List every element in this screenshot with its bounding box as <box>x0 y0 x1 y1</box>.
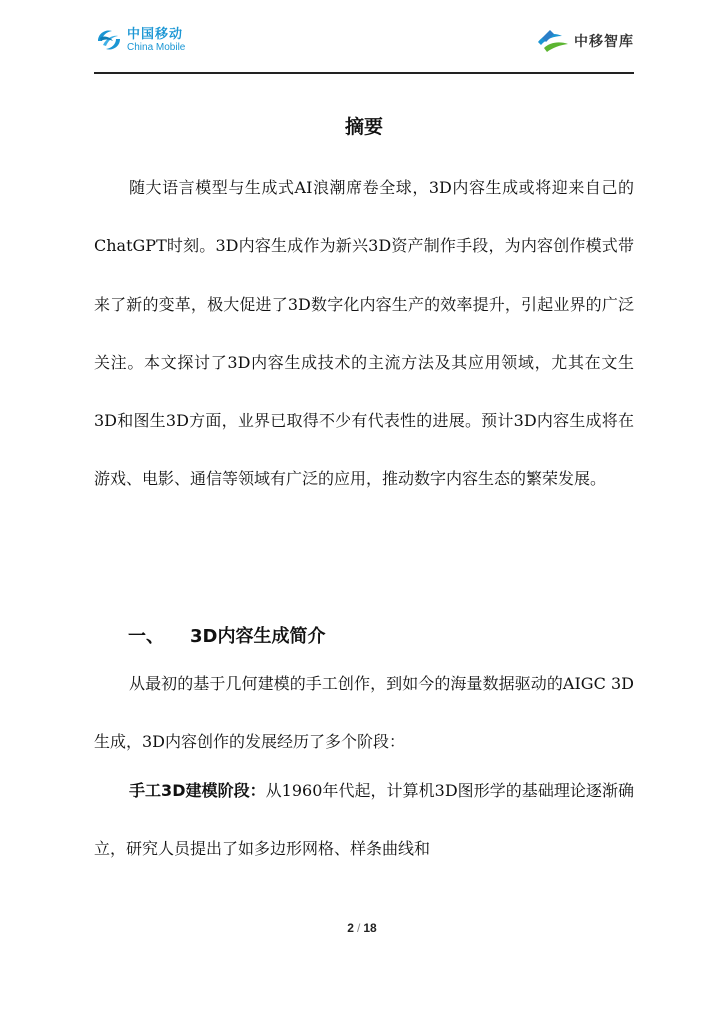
page-footer <box>0 921 724 935</box>
stage-text: 从1960年代起，计算机3D图形学的基础理论逐渐确立，研究人员提出了如多边形网格、样条曲线和 <box>94 781 634 859</box>
page-title: 摘要 <box>344 116 383 138</box>
stage-paragraph <box>94 762 634 879</box>
header-rule <box>94 72 634 74</box>
right-logo-cn: 中移智库 <box>574 34 634 50</box>
abstract-paragraph: 随大语言模型与生成式AI浪潮席卷全球，3D内容生成或将迎来自己的ChatGPT时刻。3D内容生成作为新兴3D资产制作手段，为内容创作模式带来了新的变革，极大促进了3D数字化内容生产的效率提升，引起业界的广泛关注。本文探讨了3D内容生成技术的主流方法及其应用领域，尤其在文生3D和图生3D方面，业界已取得不少有代表性的进展。预计3D内容生成将在游戏、电影、通信等领域有广泛的应用，推动数字内容生态的繁荣发展。 <box>94 178 634 489</box>
zhongyi-think-tank-logo-icon <box>536 24 570 58</box>
section-title: 3D内容生成简介 <box>190 626 326 647</box>
left-logo-cn: 中国移动 <box>127 26 184 42</box>
china-mobile-logo-icon <box>94 25 124 55</box>
page-total: 18 <box>363 921 377 935</box>
section-heading <box>128 622 325 648</box>
stage-lead: 手工3D建模阶段： <box>129 781 266 800</box>
china-mobile-logo <box>94 25 185 55</box>
left-logo-en: China Mobile <box>127 41 186 53</box>
page-number: 2 <box>347 921 354 935</box>
section-number: 一、 <box>128 626 164 647</box>
section-intro-paragraph: 从最初的基于几何建模的手工创作，到如今的海量数据驱动的AIGC 3D生成，3D内容创作的发展经历了多个阶段： <box>94 674 634 752</box>
page-separator: / <box>356 921 361 935</box>
zhongyi-think-tank-logo <box>536 24 634 58</box>
page-header <box>94 0 634 73</box>
